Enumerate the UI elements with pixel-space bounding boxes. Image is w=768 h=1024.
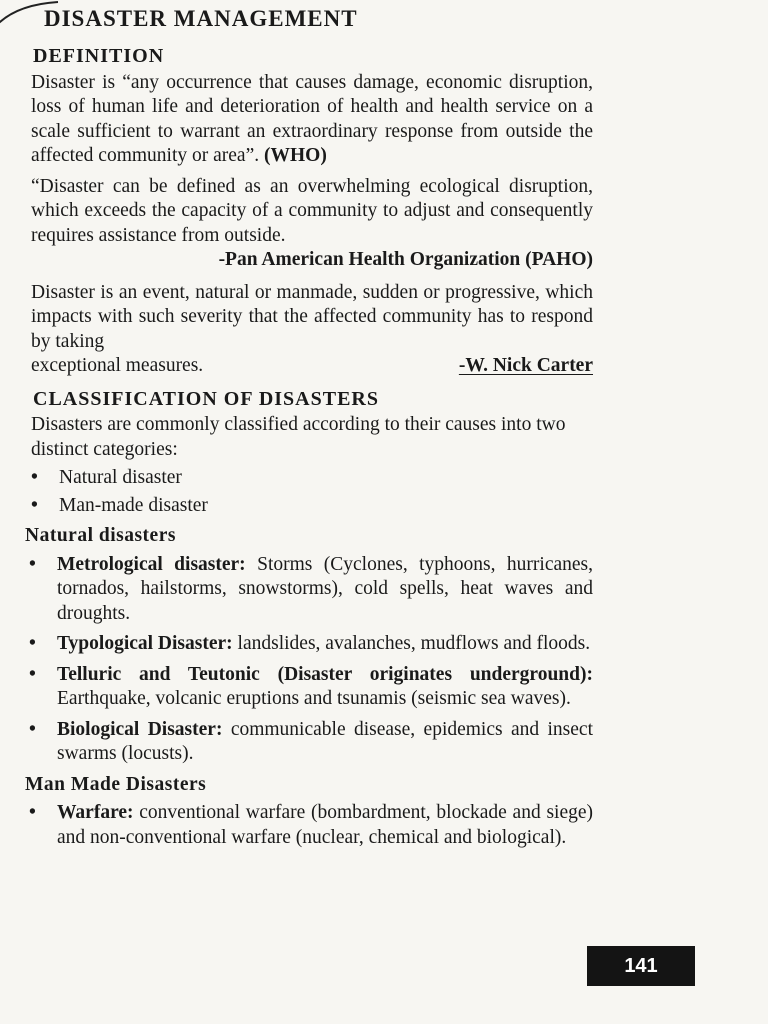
classification-heading: CLASSIFICATION OF DISASTERS bbox=[33, 387, 379, 410]
item-desc: landslides, avalanches, mudflows and floods. bbox=[237, 633, 591, 654]
item-desc: conventional warfare (bombardment, blockade and siege) and non-conventional warfare (nuclear, chemical and biological). bbox=[57, 802, 593, 848]
who-source: (WHO) bbox=[263, 145, 327, 166]
natural-item-typological bbox=[31, 632, 593, 657]
natural-disasters-heading: Natural disasters bbox=[25, 525, 176, 546]
natural-item-metrological bbox=[31, 553, 593, 627]
item-term: Telluric and Teutonic (Disaster originates underground): bbox=[57, 663, 593, 685]
classification-intro: Disasters are commonly classified according to their causes into two distinct categories: bbox=[31, 414, 566, 460]
carter-definition-end-text: exceptional measures. bbox=[31, 355, 204, 376]
manmade-disasters-heading: Man Made Disasters bbox=[25, 773, 207, 795]
natural-item-telluric bbox=[31, 663, 593, 712]
carter-definition-end bbox=[31, 354, 593, 379]
natural-item-biological bbox=[31, 718, 593, 767]
category-list bbox=[31, 466, 593, 518]
item-desc: communicable disease, epidemics and insect swarms (locusts). bbox=[57, 718, 593, 764]
manmade-item-warfare bbox=[31, 801, 593, 850]
category-natural: • Natural disaster bbox=[31, 466, 593, 491]
page-title: DISASTER MANAGEMENT bbox=[44, 6, 358, 31]
carter-source: -W. Nick Carter bbox=[458, 355, 593, 376]
item-term: Metrological disaster: bbox=[57, 553, 246, 575]
natural-disasters-list bbox=[31, 553, 593, 767]
item-term: Warfare: bbox=[57, 802, 134, 823]
item-term: Biological Disaster: bbox=[57, 718, 223, 740]
definition-heading: DEFINITION bbox=[33, 45, 165, 67]
item-desc: Earthquake, volcanic eruptions and tsunamis (seismic sea waves). bbox=[57, 688, 571, 709]
page-content bbox=[25, 44, 594, 856]
carter-definition: Disaster is an event, natural or manmade, sudden or progressive, which impacts with such severity that the affected community has to respond by taking bbox=[31, 281, 593, 352]
paho-definition: “Disaster can be defined as an overwhelming ecological disruption, which exceeds the capacity of a community to adjust and consequently requires assistance from outside. bbox=[31, 175, 593, 246]
who-definition-text: Disaster is “any occurrence that causes damage, economic disruption, loss of human life and deterioration of health and health service on a scale sufficient to warrant an extraordinary response from outside the affected community or area”. bbox=[31, 71, 593, 166]
who-definition bbox=[31, 71, 593, 169]
item-term: Typological Disaster: bbox=[57, 633, 233, 654]
category-manmade: • Man-made disaster bbox=[31, 494, 593, 519]
item-desc: Storms (Cyclones, typhoons, hurricanes, tornados, hailstorms, snowstorms), cold spells, heat waves and droughts. bbox=[57, 553, 594, 624]
paho-source: -Pan American Health Organization (PAHO) bbox=[218, 249, 593, 270]
manmade-disasters-list bbox=[31, 801, 593, 850]
page-number-badge: 141 bbox=[587, 946, 695, 986]
